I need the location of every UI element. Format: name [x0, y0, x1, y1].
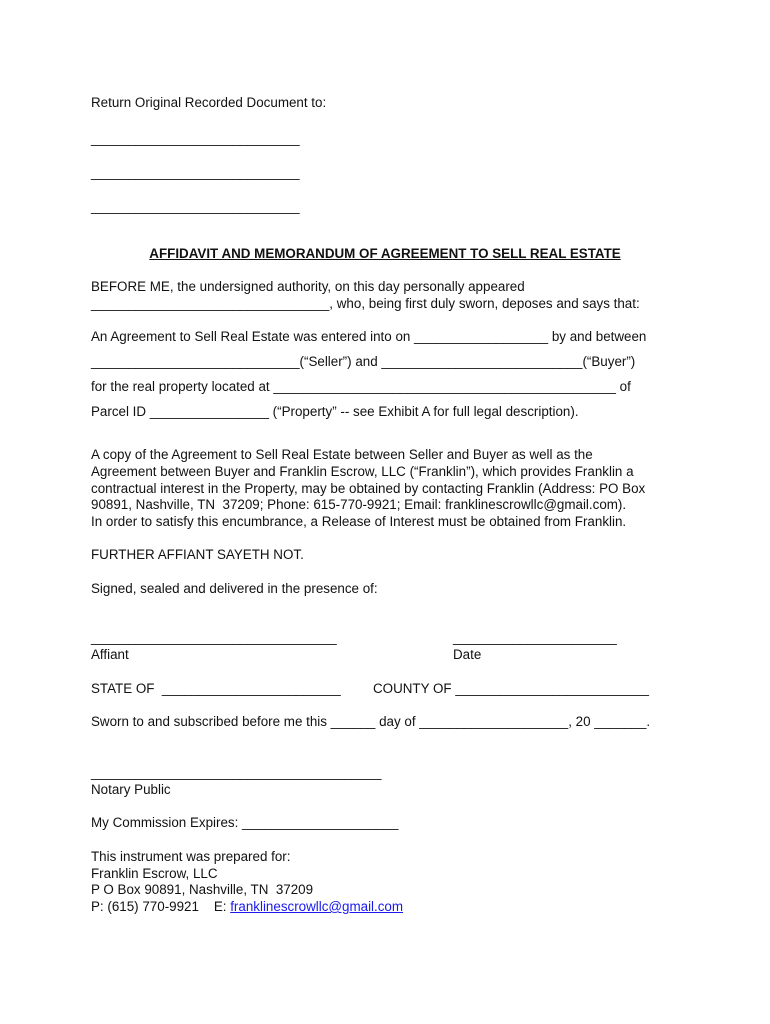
- copy-paragraph-line-4: 90891, Nashville, TN 37209; Phone: 615-770-9921; Email: franklinescrowllc@gmail.com).: [91, 497, 627, 512]
- state-of: STATE OF ________________________: [91, 681, 341, 696]
- before-me-line-2: ________________________________, who, being first duly sworn, deposes and says that:: [91, 296, 640, 311]
- copy-paragraph-line-2: Agreement between Buyer and Franklin Escrow, LLC (“Franklin”), which provides Franklin a: [91, 464, 634, 479]
- copy-paragraph-line-5: In order to satisfy this encumbrance, a Release of Interest must be obtained from Franklin.: [91, 514, 627, 529]
- agreement-line-1: An Agreement to Sell Real Estate was entered into on __________________ by and between: [91, 329, 647, 344]
- return-to-blank-3: ____________________________: [91, 199, 300, 214]
- sworn-subscribed: Sworn to and subscribed before me this ______ day of ____________________, 20 _______.: [91, 714, 651, 729]
- prepared-for-line-3: P O Box 90891, Nashville, TN 37209: [91, 882, 314, 897]
- signed-sealed: Signed, sealed and delivered in the presence of:: [91, 581, 378, 596]
- prepared-for-line-4: [91, 899, 403, 915]
- further-affiant: FURTHER AFFIANT SAYETH NOT.: [91, 547, 304, 562]
- commission-expires: My Commission Expires: _____________________: [91, 815, 399, 830]
- agreement-line-2: ____________________________(“Seller”) and ___________________________(“Buyer”): [91, 354, 636, 369]
- affiant-signature-line: _________________________________: [91, 630, 337, 645]
- return-to-blank-2: ____________________________: [91, 165, 300, 180]
- prepared-for-line-1: This instrument was prepared for:: [91, 849, 291, 864]
- prepared-for-line-2: Franklin Escrow, LLC: [91, 866, 218, 881]
- date-label: Date: [453, 647, 482, 662]
- agreement-line-4: Parcel ID ________________ (“Property” -- see Exhibit A for full legal description).: [91, 404, 579, 419]
- return-to-blank-1: ____________________________: [91, 131, 300, 146]
- phone-prefix: P: (615) 770-9921 E:: [91, 899, 231, 914]
- notary-public-label: Notary Public: [91, 782, 171, 797]
- email-link[interactable]: franklinescrowllc@gmail.com: [230, 899, 404, 914]
- affiant-label: Affiant: [91, 647, 129, 662]
- agreement-line-3: for the real property located at ______________________________________________ of: [91, 379, 631, 394]
- before-me-line-1: BEFORE ME, the undersigned authority, on this day personally appeared: [91, 279, 525, 294]
- copy-paragraph-line-1: A copy of the Agreement to Sell Real Estate between Seller and Buyer as well as the: [91, 447, 593, 462]
- return-to-label: Return Original Recorded Document to:: [91, 95, 327, 110]
- document-title: AFFIDAVIT AND MEMORANDUM OF AGREEMENT TO SELL REAL ESTATE: [149, 246, 621, 261]
- county-of: COUNTY OF __________________________: [373, 681, 649, 696]
- date-signature-line: ______________________: [453, 630, 617, 645]
- notary-signature-line: _______________________________________: [91, 765, 382, 780]
- copy-paragraph-line-3: contractual interest in the Property, may be obtained by contacting Franklin (Address: PO Box: [91, 481, 646, 496]
